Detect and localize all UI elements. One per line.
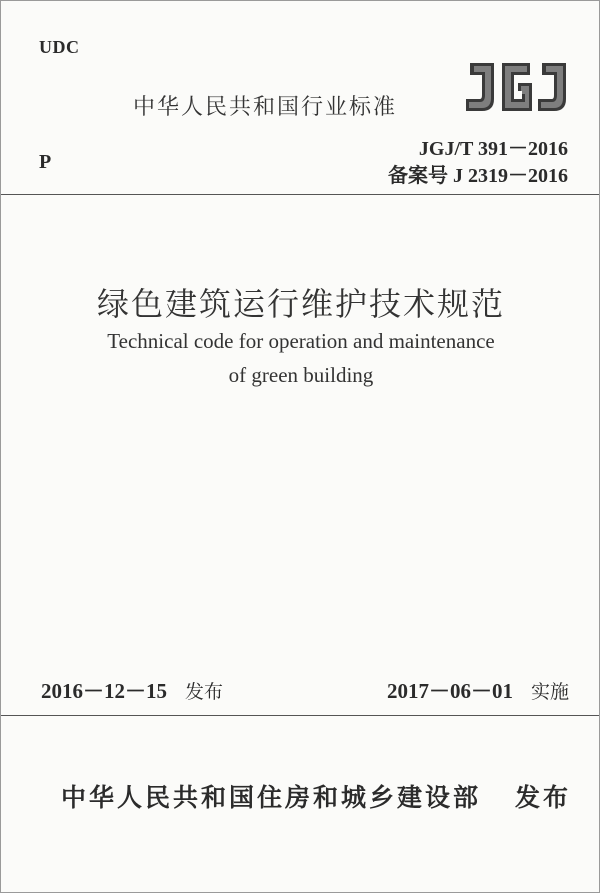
issue-label: 发布 [185,681,224,703]
title-english-line1: Technical code for operation and maintenance [107,329,495,353]
title-chinese: 绿色建筑运行维护技术规范 [96,285,505,323]
classification-letter: P [39,151,52,173]
record-number: 备案号 J 2319－2016 [388,165,568,187]
bottom-divider [1,715,599,716]
standard-number: JGJ/T 391－2016 [418,138,568,160]
publisher-name: 中华人民共和国住房和城乡建设部 [61,783,482,812]
implement-date: 2017－06－01 [386,679,513,703]
implement-label: 实施 [530,681,569,703]
publisher-label: 发布 [515,783,572,812]
implement-date-block [387,675,569,705]
top-divider [1,194,599,195]
jgj-logo [460,57,572,117]
udc-label: UDC [39,37,80,57]
publisher-block [61,778,571,814]
issue-date: 2016－12－15 [41,679,167,703]
title-english-line2: of green building [228,363,374,387]
issue-date-block [41,675,223,705]
standard-type: 中华人民共和国行业标准 [133,95,398,120]
